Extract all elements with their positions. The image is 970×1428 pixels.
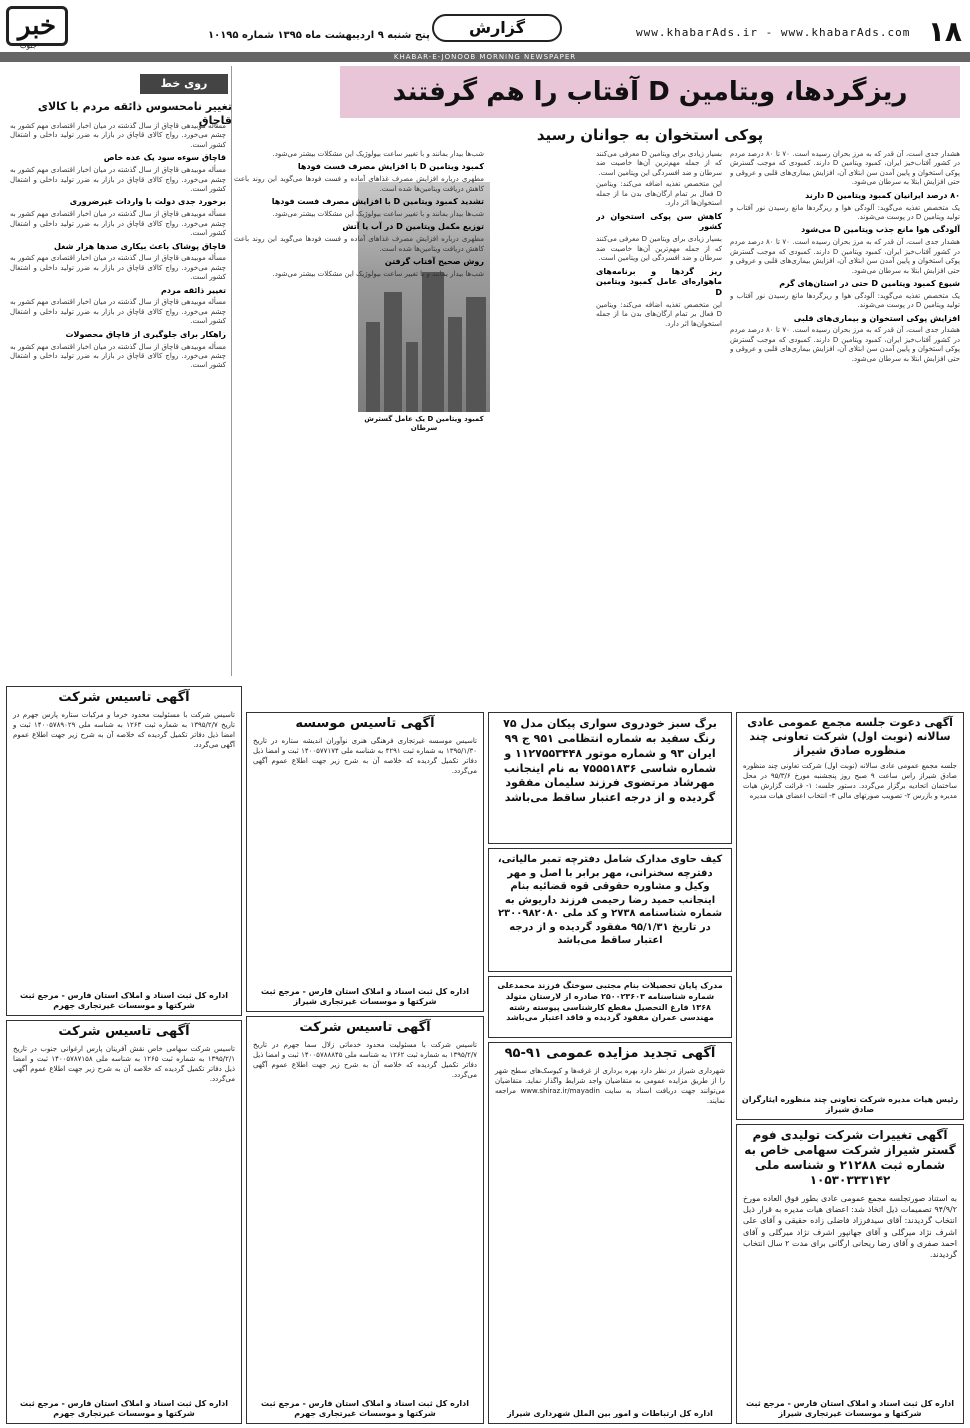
ad-title: آگهی تاسیس شرکت <box>58 1024 190 1039</box>
notice-assembly <box>736 712 964 1120</box>
ad-footer: اداره کل ثبت اسناد و املاک استان فارس - مرجع ثبت شرکتها و موسسات غیرتجاری جهرم <box>19 1399 229 1418</box>
ad-title: آگهی تاسیس شرکت <box>299 1020 431 1035</box>
newspaper-logo: خبر <box>6 6 68 46</box>
lost-notice-bag: کیف حاوی مدارک شامل دفترچه تمبر مالیاتی، دفترچه سخنرانی، مهر برابر با اصل و مهر وکیل و مشاوره حقوقی قوه قضائیه بنام اینجانب حمید رضا رحیمی فرزند داریوش به شماره شناسنامه ۲۷۳۸ و کد ملی ۲۳۰۰۹۸۲۰۸۰ در تاریخ ۹۵/۱/۳۱ مفقود گردیده و از درجه اعتبار ساقط می‌باشد <box>488 848 732 972</box>
ad-footer: اداره کل ثبت اسناد و املاک استان فارس - مرجع ثبت شرکتها و موسسات غیرتجاری شیراز <box>260 987 470 1006</box>
article-headline: ریزگردها، ویتامین D آفتاب را هم گرفتند <box>340 66 960 118</box>
paragraph: مسأله موبیدهی قاچاق از سال گذشته در میان اخبار اقتصادی مهم کشور به چشم می‌خورد. رواج کالای قاچاق در بازار به ضرر تولید داخلی و اشتغال کشور است. <box>10 254 226 282</box>
ad-company-registration <box>6 686 242 1016</box>
paragraph: یک متخصص تغذیه می‌گوید: آلودگی هوا و ریزگردها مانع رسیدن نور آفتاب و تولید ویتامین D در پوست می‌شوند. <box>730 291 960 310</box>
paragraph: مسأله موبیدهی قاچاق از سال گذشته در میان اخبار اقتصادی مهم کشور به چشم می‌خورد. رواج کالای قاچاق در بازار به ضرر تولید داخلی و اشتغال کشور است. <box>10 342 226 370</box>
opinion-title: تغییر نامحسوس ذائقه مردم با کالای قاچاق <box>37 100 232 127</box>
section-heading: افزایش پوکی استخوان و بیماری‌های قلبی <box>793 313 960 323</box>
notice-footer: رئیس هیات مدیره شرکت تعاونی چند منظوره ایثارگران صادق شیراز <box>741 1095 959 1114</box>
logo-subtitle: جنوب <box>20 42 37 50</box>
section-heading: آلودگی هوا مانع جذب ویتامین D می‌شود <box>801 225 960 235</box>
paragraph: مطهری درباره افزایش مصرف غذاهای آماده و فست فودها می‌گوید این روند باعث کاهش دریافت ویتامین‌ها شده است. <box>234 175 484 193</box>
section-title: گزارش <box>432 14 562 42</box>
paragraph: مسأله موبیدهی قاچاق از سال گذشته در میان اخبار اقتصادی مهم کشور به چشم می‌خورد. رواج کالای قاچاق در بازار به ضرر تولید داخلی و اشتغال کشور است. <box>10 210 226 238</box>
section-heading: برخورد جدی دولت با واردات غیرضروری <box>69 197 226 207</box>
page-header <box>0 0 970 62</box>
section-heading: قاچاق پوشاک باعث بیکاری صدها هزار شغل <box>53 241 226 251</box>
section-heading: روش صحیح آفتاب گرفتن <box>384 257 484 267</box>
notice-title: آگهی تجدید مزایده عمومی ۹۱-۹۵ <box>504 1046 716 1061</box>
section-heading: کاهش سن پوکی استخوان در کشور <box>596 211 722 232</box>
paper-name-bar: KHABAR-E-JONOOB MORNING NEWSPAPER <box>0 52 970 62</box>
lost-notice-diploma: مدرک پایان تحصیلات بنام مجتبی سوختگ فرزند محمدعلی شماره شناسنامه ۲۵۰۰۲۳۶۰۳ صادره از لارستان متولد ۱۳۶۸ فارغ التحصیل مقطع کارشناسی پیوسته رشته مهندسی عمران مفقود گردیده و فاقد اعتبار می‌باشد <box>488 976 732 1038</box>
paragraph: هشدار جدی است، آن قدر که به مرز بحران رسیده است. ۷۰ تا ۸۰ درصد مردم در کشور آفتاب‌خیز ایران، کمبود ویتامین D دارند. کمبودی که موجب گسترش پوکی استخوان و پایین آمدن سن ابتلای آن، افزایش بیماری‌های قلبی و عروقی و حتی افزایش ابتلا به سرطان می‌شود. <box>730 238 960 275</box>
notice-footer: اداره کل ثبت اسناد و املاک استان فارس - مرجع ثبت شرکتها و موسسات غیرتجاری شیراز <box>745 1399 955 1418</box>
notice-company-change <box>736 1124 964 1424</box>
issue-date: پنج شنبه ۹ اردیبهشت ماه ۱۳۹۵ شماره ۱۰۱۹۵ <box>208 30 430 41</box>
paragraph: یک متخصص تغذیه می‌گوید: آلودگی هوا و ریزگردها مانع رسیدن نور آفتاب و تولید ویتامین D در پوست می‌شوند. <box>730 203 960 221</box>
section-heading: تغییر ذائقه مردم <box>161 285 226 295</box>
paragraph: مسأله موبیدهی قاچاق از سال گذشته در میان اخبار اقتصادی مهم کشور به چشم می‌خورد. رواج کالای قاچاق در بازار به ضرر تولید داخلی و اشتغال کشور است. <box>10 122 226 149</box>
ad-institute-registration <box>246 712 484 1012</box>
ad-body: تاسیس شرکت سهامی خاص نقش آفرینان پارس ارغوانی جنوب در تاریخ ۱۳۹۵/۲/۱ به شماره ثبت ۱۲۶۵ به شناسه ملی ۱۴۰۰۵۷۸۷۱۵۸ ثبت و امضا ذیل دفاتر تکمیل گردیده که خلاصه آن به شرح زیر جهت اطلاع عموم آگهی می‌گردد. <box>13 1045 235 1083</box>
paragraph: شب‌ها بیدار بمانند و با تغییر ساعت بیولوژیک این مشکلات بیشتر می‌شود. <box>272 269 484 278</box>
paragraph: شب‌ها بیدار بمانند و با تغییر ساعت بیولوژیک این مشکلات بیشتر می‌شود. <box>272 209 484 218</box>
article-column-1 <box>730 150 960 710</box>
notice-title: آگهی دعوت جلسه مجمع عمومی عادی سالانه (نوبت اول) شرکت تعاونی چند منظوره صادق شیراز <box>747 716 953 757</box>
ad-footer: اداره کل ثبت اسناد و املاک استان فارس - مرجع ثبت شرکتها و موسسات غیرتجاری جهرم <box>260 1399 470 1418</box>
notice-body: به استناد صورتجلسه مجمع عمومی عادی بطور فوق العاده مورخ ۹۴/۹/۲ تصمیمات ذیل اتخاذ شد: اعضای هیات مدیره به قرار ذیل انتخاب گردیدند: آقای سیدفرزاد فاضلی زاده حقیقی و آقای علی اشرف نژاد میرگلی و آقای جهانپور اشرف نژاد میرگلی و آقای احمد صفری و آقای رضا ریحانی ارگانی برای مدت ۲ سال انتخاب گردیدند. <box>743 1194 957 1259</box>
notice-auction <box>488 1042 732 1424</box>
ad-company-registration <box>246 1016 484 1424</box>
page-number: ۱۸ <box>927 15 962 48</box>
notice-body: شهرداری شیراز در نظر دارد بهره برداری از غرفه‌ها و کیوسک‌های سطح شهر را از طریق مزایده عمومی به متقاضیان واجد شرایط واگذار نماید. متقاضیان می‌توانند جهت دریافت اسناد به سایت www.shiraz.ir/mayadin مراجعه نمایند. <box>495 1067 725 1105</box>
article-subheadline: پوکی استخوان به جوانان رسید <box>536 126 764 144</box>
notice-footer: اداره کل ارتباطات و امور بین الملل شهرداری شیراز <box>507 1409 713 1418</box>
section-heading: کمبود ویتامین D با افزایش مصرف فست فودها <box>297 162 484 172</box>
ad-title: آگهی تاسیس موسسه <box>295 716 435 731</box>
article-column-2 <box>596 150 722 710</box>
section-heading: تشدید کمبود ویتامین D با افزایش مصرف فست فودها <box>271 197 484 207</box>
notice-body: جلسه مجمع عمومی عادی سالانه (نوبت اول) شرکت تعاونی چند منظوره صادق شیراز راس ساعت ۹ صبح روز پنجشنبه مورخ ۹۵/۳/۶ در محل ساختمان اتحادیه برگزار می‌گردد. دستور جلسه: ۱- قرائت گزارش هیات مدیره و بازرس ۲- تصویب صورتهای مالی ۳- انتخاب اعضای هیات مدیره <box>743 762 957 800</box>
paragraph: هشدار جدی است، آن قدر که به مرز بحران رسیده است. ۷۰ تا ۸۰ درصد مردم در کشور آفتاب‌خیز ایران، کمبود ویتامین D دارند. کمبودی که موجب گسترش پوکی استخوان و پایین آمدن سن ابتلای آن، افزایش بیماری‌های قلبی و عروقی و حتی افزایش ابتلا به سرطان می‌شود. <box>730 326 960 363</box>
paragraph: هشدار جدی است، آن قدر که به مرز بحران رسیده است. ۷۰ تا ۸۰ درصد مردم در کشور آفتاب‌خیز ایران، کمبود ویتامین D دارند. کمبودی که موجب گسترش پوکی استخوان و پایین آمدن سن ابتلای آن، افزایش بیماری‌های قلبی و عروقی و حتی افزایش ابتلا به سرطان می‌شود. <box>730 150 960 187</box>
paragraph: مسأله موبیدهی قاچاق از سال گذشته در میان اخبار اقتصادی مهم کشور به چشم می‌خورد. رواج کالای قاچاق در بازار به ضرر تولید داخلی و اشتغال کشور است. <box>10 298 226 326</box>
paragraph: مسأله موبیدهی قاچاق از سال گذشته در میان اخبار اقتصادی مهم کشور به چشم می‌خورد. رواج کالای قاچاق در بازار به ضرر تولید داخلی و اشتغال کشور است. <box>10 166 226 193</box>
paragraph: شب‌ها بیدار بمانند و با تغییر ساعت بیولوژیک این مشکلات بیشتر می‌شود. <box>272 150 484 158</box>
article-column-3 <box>234 150 484 710</box>
ad-title: آگهی تاسیس شرکت <box>58 690 190 705</box>
paragraph: مطهری درباره افزایش مصرف غذاهای آماده و فست فودها می‌گوید این روند باعث کاهش دریافت ویتامین‌ها شده است. <box>234 235 484 253</box>
lost-notice-vehicle: برگ سبز خودروی سواری پیکان مدل ۷۵ رنگ سفید به شماره انتظامی ۹۵۱ ج ۹۹ ایران ۹۳ و شماره موتور ۱۱۲۷۵۵۳۴۴۸ و شماره شاسی ۷۵۵۵۱۸۳۶ به نام اینجانب مهرشاد مرتضوی فرزند سلیمان مفقود گردیده و از درجه اعتبار ساقط می‌باشد <box>488 712 732 844</box>
paragraph: این متخصص تغذیه اضافه می‌کند: ویتامین D فعال بر تمام ارگان‌های بدن ما از جمله استخوان‌ها اثر دارد. <box>596 300 722 328</box>
paragraph: این متخصص تغذیه اضافه می‌کند: ویتامین D فعال بر تمام ارگان‌های بدن ما از جمله استخوان‌ها اثر دارد. <box>596 180 722 208</box>
section-heading: شیوع کمبود ویتامین D حتی در استان‌های گرم <box>779 278 960 288</box>
section-heading: توزیع مکمل ویتامین D در آب یا آتش <box>342 222 484 232</box>
notice-title: آگهی تغییرات شرکت تولیدی فوم گستر شیراز شرکت سهامی خاص به شماره ثبت ۲۱۲۸۸ و شناسه ملی ۱۰۵۳۰۳۳۳۱۴۲ <box>744 1128 956 1187</box>
section-heading: راهکار برای جلوگیری از قاچاق محصولات <box>65 329 226 339</box>
ad-footer: اداره کل ثبت اسناد و املاک استان فارس - مرجع ثبت شرکتها و موسسات غیرتجاری جهرم <box>19 991 229 1010</box>
section-heading: قاچاق سوءه سود یک عده خاص <box>103 153 226 163</box>
ad-body: تاسیس شرکت با مسئولیت محدود خدماتی زلال سما جهرم در تاریخ ۱۳۹۵/۲/۷ به شماره ثبت ۱۲۶۲ به شناسه ملی ۱۴۰۰۵۷۸۸۸۴۵ ثبت و امضا ذیل دفاتر تکمیل گردیده که خلاصه آن به شرح زیر جهت اطلاع عموم آگهی می‌گردد. <box>253 1041 477 1079</box>
website-url[interactable]: www.khabarAds.ir - www.khabarAds.com <box>636 26 911 39</box>
ad-company-registration <box>6 1020 242 1424</box>
section-heading: ریز گردها و برنامه‌های ماهواره‌ای عامل کمبود ویتامین D <box>596 266 722 298</box>
photo-caption: کمبود ویتامین D یک عامل گسترش سرطان <box>364 415 484 432</box>
opinion-body <box>10 122 226 672</box>
paragraph: بسیار زیادی برای ویتامین D معرفی می‌کنند که از جمله مهم‌ترین آن‌ها خاصیت ضد سرطان و ضد افسردگی این ویتامین است. <box>596 150 722 177</box>
column-tag: روی خط <box>140 74 228 94</box>
paragraph: بسیار زیادی برای ویتامین D معرفی می‌کنند که از جمله مهم‌ترین آن‌ها خاصیت ضد سرطان و ضد افسردگی این ویتامین است. <box>596 235 722 263</box>
section-heading: ۸۰ درصد ایرانیان کمبود ویتامین D دارند <box>805 190 960 200</box>
ad-body: تاسیس شرکت با مسئولیت محدود خرما و مرکبات ستاره پارس جهرم در تاریخ ۱۳۹۵/۲/۷ به شماره ثبت ۱۲۶۳ به شناسه ملی ۱۴۰۰۵۷۸۹۰۲۹ ثبت و امضا ذیل دفاتر تکمیل گردیده که خلاصه آن به شرح زیر جهت اطلاع عموم آگهی می‌گردد. <box>13 711 236 749</box>
ad-body: تاسیس موسسه غیرتجاری فرهنگی هنری نوآوران اندیشه ستاره در تاریخ ۱۳۹۵/۱/۳۰ به شماره ثبت ۴۲۹۱ به شناسه ملی ۱۴۰۰۵۷۷۱۷۴ ثبت و امضا ذیل دفاتر تکمیل گردیده که خلاصه آن به شرح زیر جهت اطلاع عموم آگهی می‌گردد. <box>253 737 477 775</box>
